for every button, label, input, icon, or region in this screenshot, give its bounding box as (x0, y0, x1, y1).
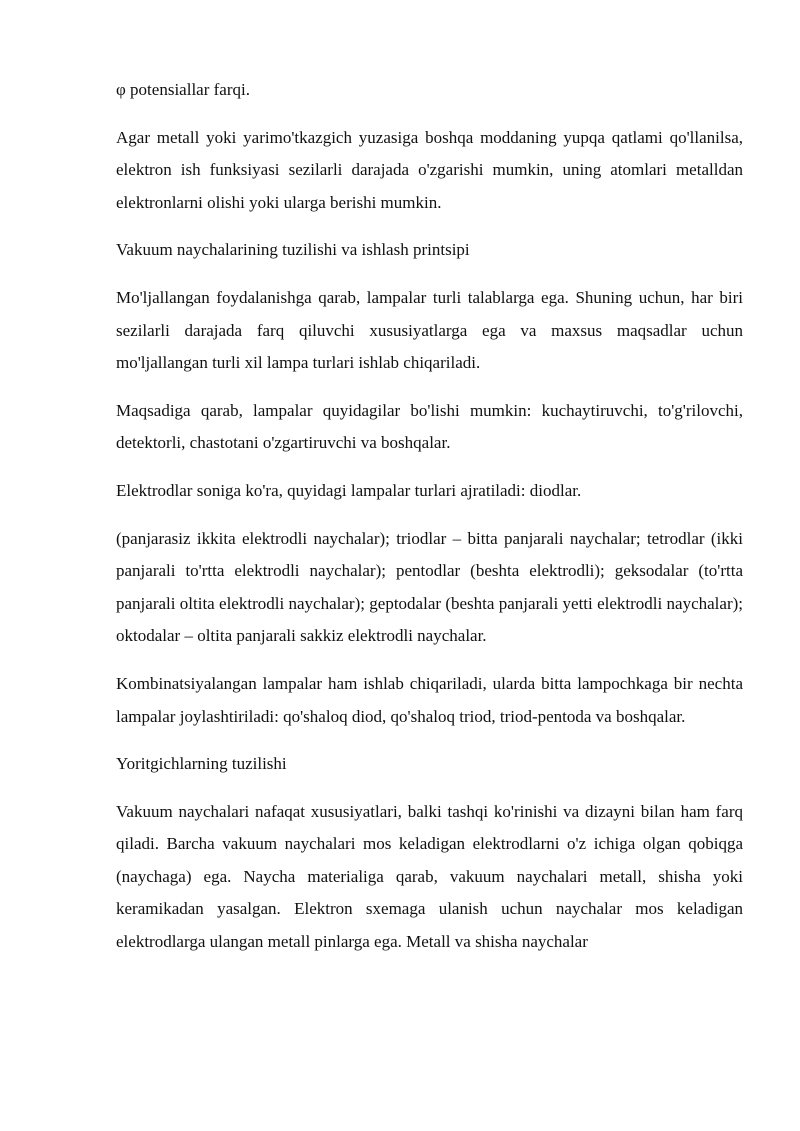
paragraph-tube-design: Vakuum naychalari nafaqat xususiyatlari, balki tashqi ko'rinishi va dizayni bilan ham farq qiladi. Barcha vakuum naychalari mos keladigan elektrodlarni o'z ichiga olgan qobiqga (naychaga) ega. Naycha materialiga qarab, vakuum naychalari metall, shisha yoki keramikadan yasalgan. Elektron sxemaga ulanish uchun naychalar mos keladigan elektrodlarga ulangan metall pinlarga ega. Metall va shisha naychalar (116, 801, 743, 952)
document-body (116, 74, 743, 959)
section-heading-vacuum-tubes: Vakuum naychalarining tuzilishi va ishlash printsipi (116, 240, 470, 260)
paragraph-thin-layer: Agar metall yoki yarimo'tkazgich yuzasiga boshqa moddaning yupqa qatlami qo'llanilsa, elektron ish funksiyasi sezilarli darajada o'zgarishi mumkin, uning atomlari metalldan elektronlarni olishi yoki ularga berishi mumkin. (116, 127, 743, 212)
section-heading-structure: Yoritgichlarning tuzilishi (116, 754, 287, 774)
paragraph-purpose-types: Maqsadiga qarab, lampalar quyidagilar bo'lishi mumkin: kuchaytiruvchi, to'g'rilovchi, detektorli, chastotani o'zgartiruvchi va boshqalar. (116, 400, 743, 453)
paragraph-tube-types: (panjarasiz ikkita elektrodli naychalar); triodlar – bitta panjarali naychalar; tetrodlar (ikki panjarali to'rtta elektrodli naychalar); pentodlar (beshta elektrodli); geksodalar (to'rtta panjarali oltita elektrodli naychalar); geptodalar (beshta panjarali yetti elektrodli naychalar); oktodalar – oltita panjarali sakkiz elektrodli naychalar. (116, 528, 743, 646)
paragraph-intended-use: Mo'ljallangan foydalanishga qarab, lampalar turli talablarga ega. Shuning uchun, har biri sezilarli darajada farq qiluvchi xususiyatlarga ega va maxsus maqsadlar uchun mo'ljallangan turli xil lampa turlari ishlab chiqariladi. (116, 287, 743, 373)
paragraph-combined-lamps: Kombinatsiyalangan lampalar ham ishlab chiqariladi, ularda bitta lampochkaga bir nechta lampalar joylashtiriladi: qo'shaloq diod, qo'shaloq triod, triod-pentoda va boshqalar. (116, 673, 743, 726)
paragraph-potential-difference: φ potensiallar farqi. (116, 80, 250, 99)
paragraph-electrode-count: Elektrodlar soniga ko'ra, quyidagi lampalar turlari ajratiladi: diodlar. (116, 480, 582, 500)
